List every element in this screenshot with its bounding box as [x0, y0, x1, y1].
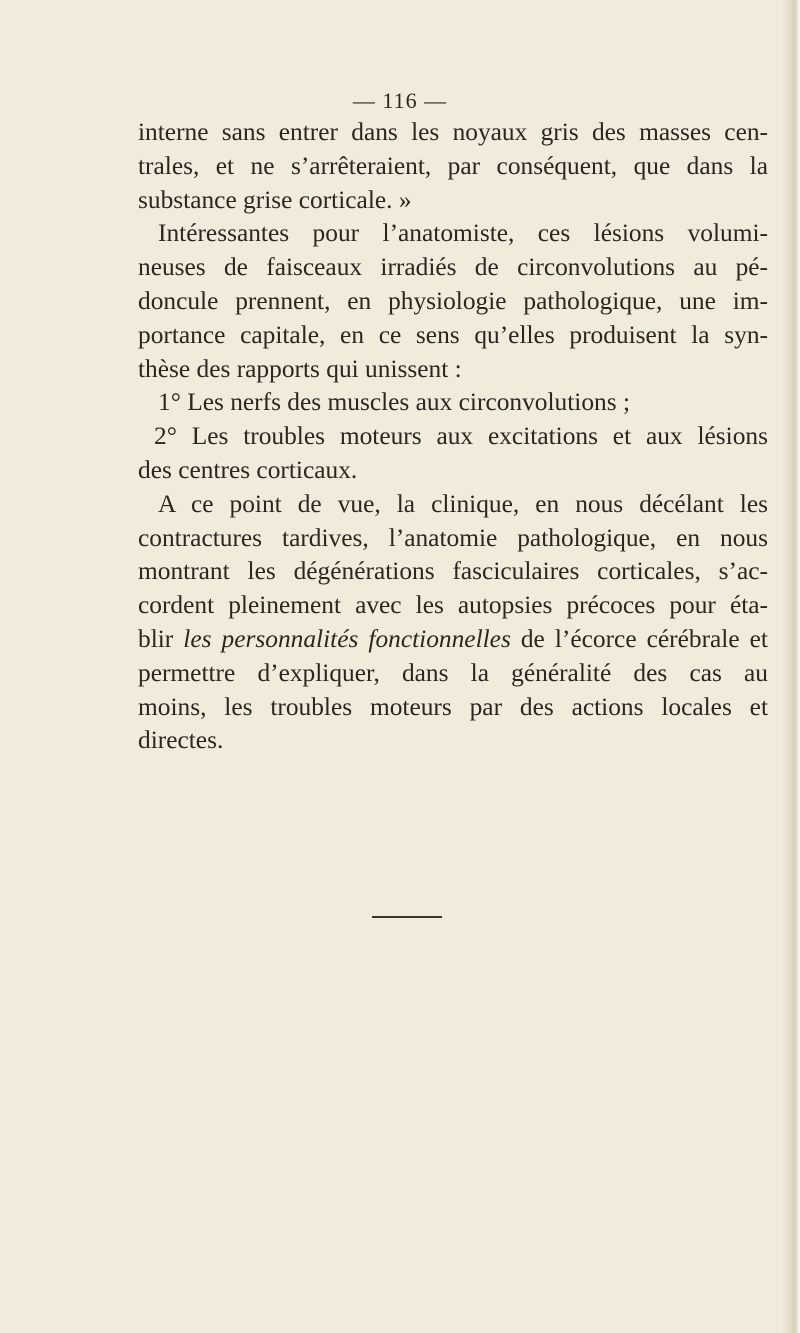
text-prefix: blir	[138, 624, 184, 653]
page-edge-shadow	[782, 0, 800, 1333]
text-line: trales, et ne s’arrêteraient, par conséquent, que dans la	[138, 151, 768, 180]
page-number: — 116 —	[352, 88, 448, 113]
text-line: Intéressantes pour l’anatomiste, ces lésions volumi-	[158, 219, 768, 248]
italic-phrase: les personnalités fonctionnelles	[183, 624, 511, 653]
text-line: permettre d’expliquer, dans la généralité des cas au	[138, 658, 768, 687]
text-line: cordent pleinement avec les autopsies précoces pour éta-	[138, 591, 768, 620]
text-line: doncule prennent, en physiologie pathologique, une im-	[138, 286, 768, 315]
text-line: A ce point de vue, la clinique, en nous décélant les	[158, 489, 768, 518]
text-line: substance grise corticale. »	[138, 185, 412, 214]
text-line: montrant les dégénérations fasciculaires corticales, s’ac-	[138, 557, 768, 586]
text-line: neuses de faisceaux irradiés de circonvolutions au pé-	[138, 253, 768, 282]
text-line-with-italic	[138, 623, 768, 657]
text-line: directes.	[138, 726, 224, 755]
section-divider	[372, 916, 442, 918]
text-line: 1° Les nerfs des muscles aux circonvolutions ;	[158, 388, 631, 417]
text-line: interne sans entrer dans les noyaux gris des masses cen-	[138, 118, 768, 146]
text-suffix: de l’écorce cérébrale et	[510, 624, 768, 653]
body-text	[138, 116, 768, 758]
text-line: moins, les troubles moteurs par des actions locales et	[138, 692, 768, 721]
text-line: 2° Les troubles moteurs aux excitations et aux lésions	[154, 422, 768, 451]
text-line: des centres corticaux.	[138, 455, 358, 484]
text-line: portance capitale, en ce sens qu’elles produisent la syn-	[138, 320, 768, 349]
text-line: contractures tardives, l’anatomie pathologique, en nous	[138, 523, 768, 552]
text-line: thèse des rapports qui unissent :	[138, 354, 462, 383]
